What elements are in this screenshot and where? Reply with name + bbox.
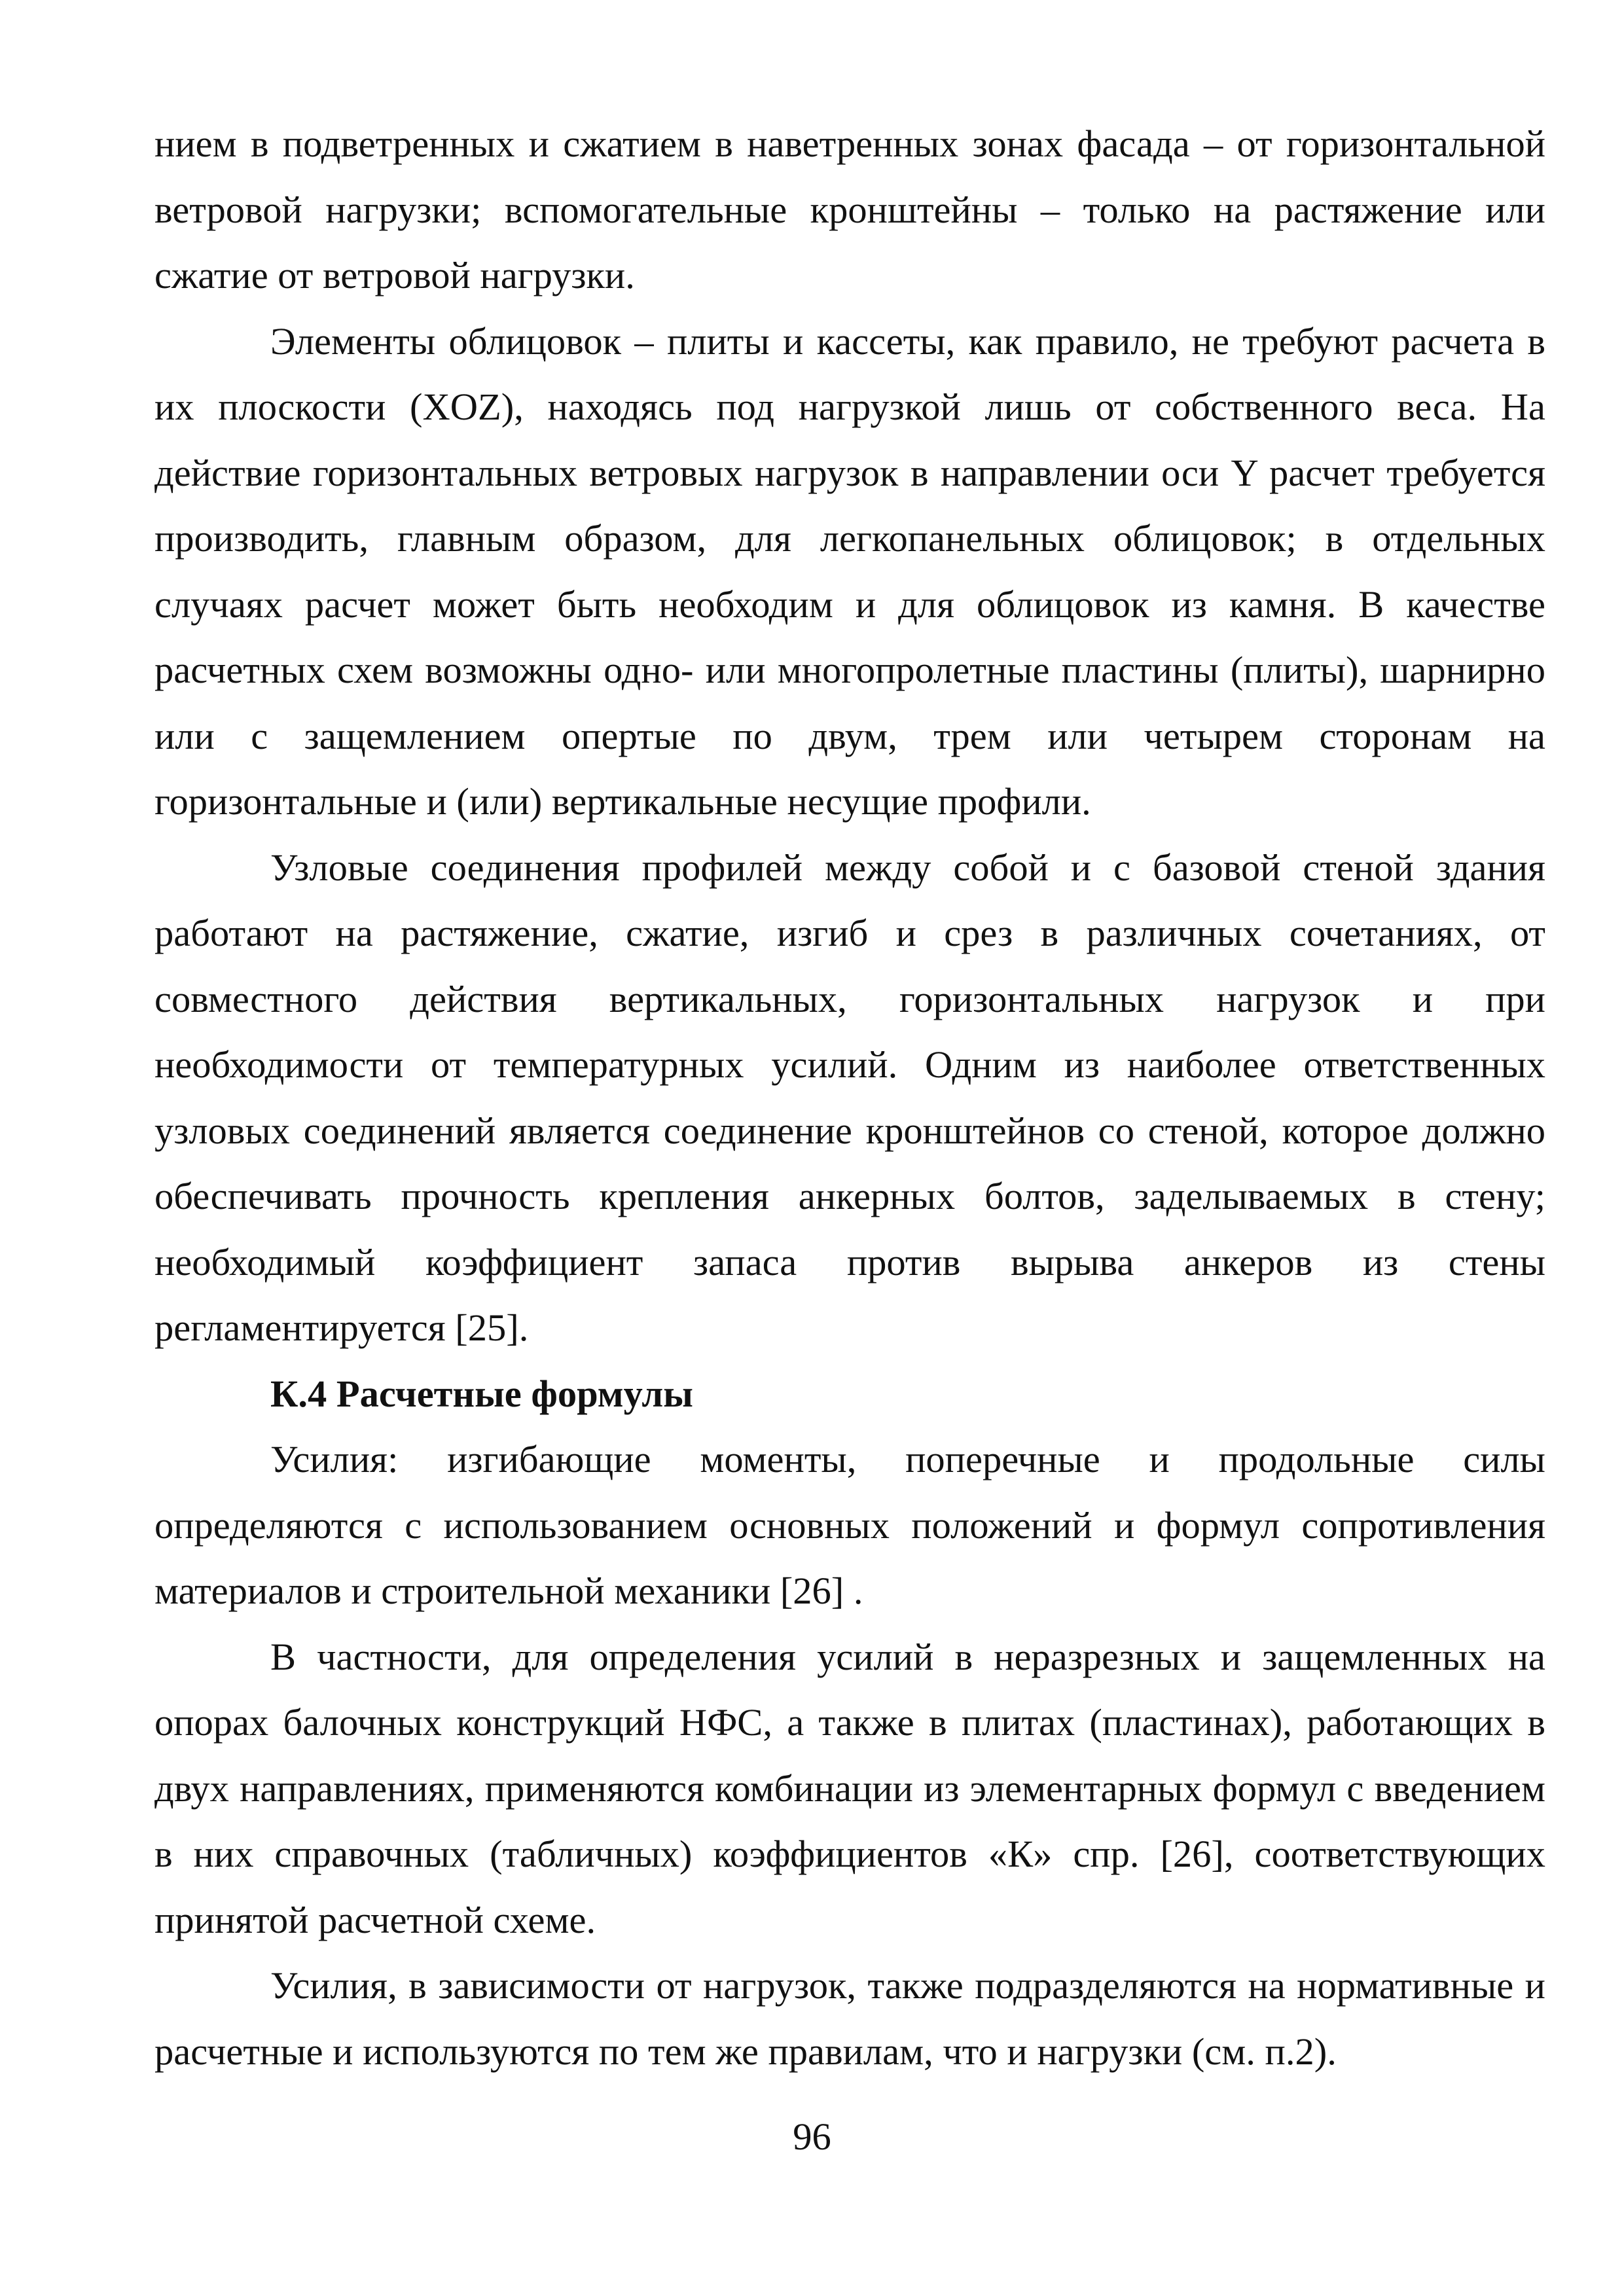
page-number: 96 <box>793 2115 831 2158</box>
section-heading: К.4 Расчетные формулы <box>270 1372 693 1415</box>
paragraph-cladding-elements: Элементы облицовок – плиты и кассеты, как правило, не требуют расчета в их плоскости (XOZ), находясь под нагрузкой лишь от собственного веса. На действие горизонтальных ветровых нагрузок в направлении оси Y расчет требуется производить, главным образом, для легкопанельных облицовок; в отдельных случаях расчет может быть необходим и для облицовок из камня. В качестве расчетных схем возможны одно- или многопролетные пластины (плиты), шарнирно или с защемлением опертые по двум, трем или четырем сторонам на горизонтальные и (или) вертикальные несущие профили. <box>154 319 1545 823</box>
paragraph-node-connections: Узловые соединения профилей между собой и с базовой стеной здания работают на растяжение, сжатие, изгиб и срез в различных сочетаниях, от совместного действия вертикальных, горизонтальных нагрузок и при необходимости от температурных усилий. Одним из наиболее ответственных узловых соединений является соединение кронштейнов со стеной, которое должно обеспечивать прочность крепления анкерных болтов, заделываемых в стену; необходимый коэффициент запаса против вырыва анкеров из стены регламентируется [25]. <box>154 846 1545 1349</box>
paragraph-load-classes: Усилия, в зависимости от нагрузок, также подразделяются на нормативные и расчетные и используются по тем же правилам, что и нагрузки (см. п.2). <box>154 1964 1545 2073</box>
page-body <box>154 111 1545 2085</box>
paragraph-forces: Усилия: изгибающие моменты, поперечные и продольные силы определяются с использованием основных положений и формул сопротивления материалов и строительной механики [26] . <box>154 1438 1545 1612</box>
paragraph-particular: В частности, для определения усилий в неразрезных и защемленных на опорах балочных конструкций НФС, а также в плитах (пластинах), работающих в двух направлениях, применяются комбинации из элементарных формул с введением в них справочных (табличных) коэффициентов «К» спр. [26], соответствующих принятой расчетной схеме. <box>154 1635 1545 1941</box>
paragraph-continuation: нием в подветренных и сжатием в наветренных зонах фасада – от горизонтальной ветровой нагрузки; вспомогательные кронштейны – только на растяжение или сжатие от ветровой нагрузки. <box>154 122 1545 296</box>
